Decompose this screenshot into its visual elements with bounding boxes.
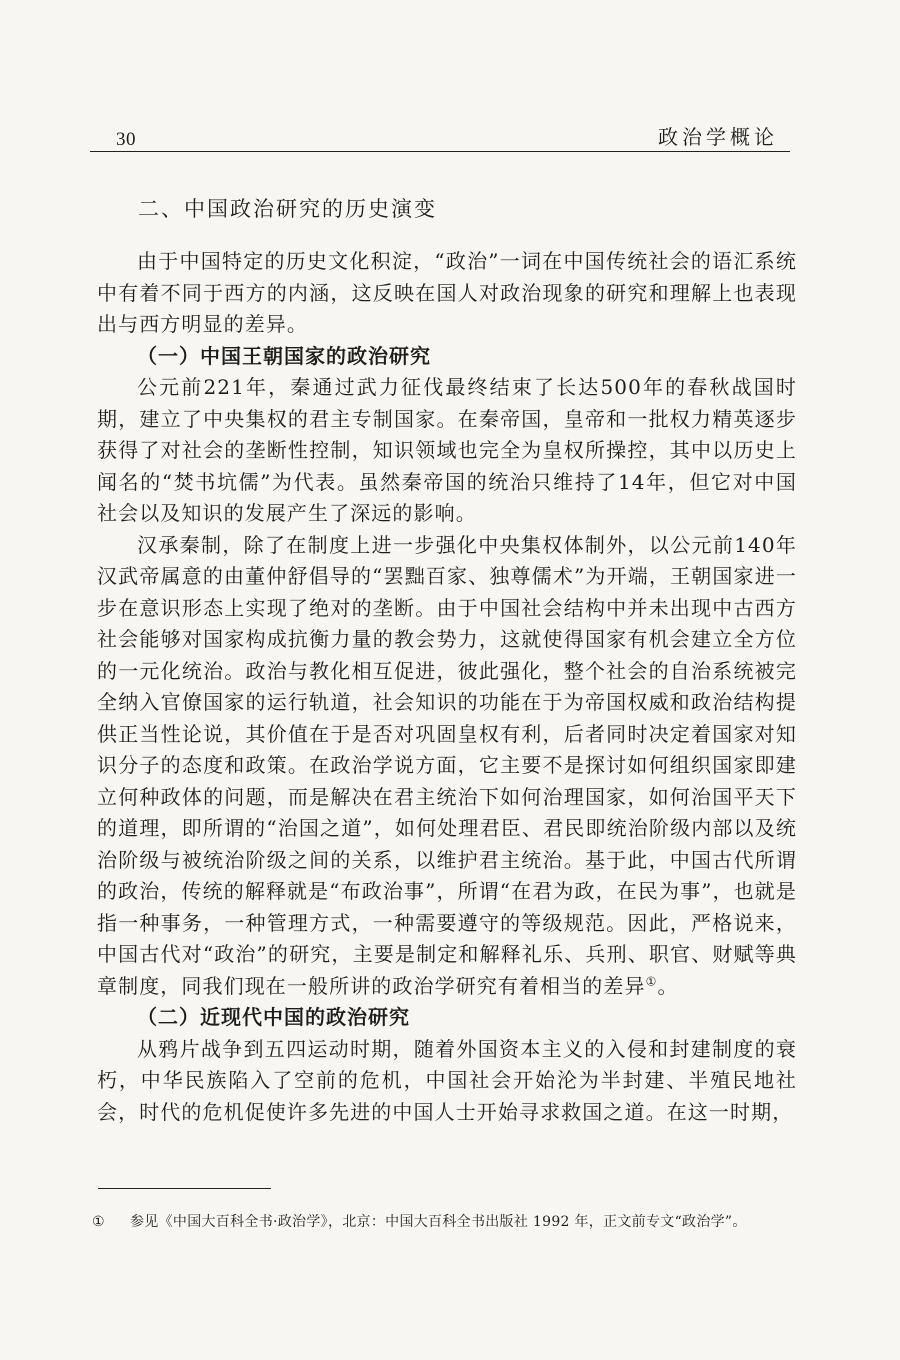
header-rule — [90, 151, 790, 152]
footnote-marker: ① — [92, 1214, 105, 1230]
body-paragraph: 从鸦片战争到五四运动时期，随着外国资本主义的入侵和封建制度的衰朽，中华民族陷入了空前的危机，中国社会开始沦为半封建、半殖民地社会，时代的危机促使许多先进的中国人士开始寻求救国之道。在这一时期， — [97, 1036, 797, 1124]
subsection-heading: （一）中国王朝国家的政治研究 — [137, 343, 431, 368]
footnote-reference: ① — [645, 973, 658, 988]
footnote-rule — [98, 1188, 271, 1189]
body-paragraph: 汉承秦制，除了在制度上进一步强化中央集权体制外，以公元前140年汉武帝属意的由董仲舒倡导的“罢黜百家、独尊儒术”为开端，王朝国家进一步在意识形态上实现了绝对的垄断。由于中国社会结构中并未出现中古西方社会能够对国家构成抗衡力量的教会势力，这就使得国家有机会建立全方位的一元化统治。政治与教化相互促进，彼此强化，整个社会的自治系统被完全纳入官僚国家的运行轨道，社会知识的功能在于为帝国权威和政治结构提供正当性论说，其价值在于是否对巩固皇权有利，后者同时决定着国家对知识分子的态度和政策。在政治学说方面，它主要不是探讨如何组织国家即建立何种政体的问题，而是解决在君主统治下如何治理国家，如何治国平天下的道理，即所谓的“治国之道”，如何处理君臣、君民即统治阶级内部以及统治阶级与被统治阶级之间的关系，以维护君主统治。基于此，中国古代所谓的政治，传统的解释就是“布政治事”，所谓“在君为政，在民为事”，也就是指一种事务，一种管理方式，一种需要遵守的等级规范。因此，严格说来，中国古代对“政治”的研究，主要是制定和解释礼乐、兵刑、职官、财赋等典章制度，同我们现在一般所讲的政治学研究有着相当的差异①。 — [97, 532, 797, 998]
running-title: 政治学概论 — [658, 125, 778, 149]
section-title: 二、中国政治研究的历史演变 — [138, 197, 437, 221]
footnote-text: 参见《中国大百科全书·政治学》，北京：中国大百科全书出版社 1992 年，正文前专文“政治学”。 — [130, 1214, 747, 1230]
subsection-heading: （二）近现代中国的政治研究 — [137, 1005, 410, 1029]
page-header — [90, 111, 790, 151]
body-paragraph-text: 汉承秦制，除了在制度上进一步强化中央集权体制外，以公元前140年汉武帝属意的由董仲舒倡导的“罢黜百家、独尊儒术”为开端，王朝国家进一步在意识形态上实现了绝对的垄断。由于中国社会结构中并未出现中古西方社会能够对国家构成抗衡力量的教会势力，这就使得国家有机会建立全方位的一元化统治。政治与教化相互促进，彼此强化，整个社会的自治系统被完全纳入官僚国家的运行轨道，社会知识的功能在于为帝国权威和政治结构提供正当性论说，其价值在于是否对巩固皇权有利，后者同时决定着国家对知识分子的态度和政策。在政治学说方面，它主要不是探讨如何组织国家即建立何种政体的问题，而是解决在君主统治下如何治理国家，如何治国平天下的道理，即所谓的“治国之道”，如何处理君臣、君民即统治阶级内部以及统治阶级与被统治阶级之间的关系，以维护君主统治。基于此，中国古代所谓的政治，传统的解释就是“布政治事”，所谓“在君为政，在民为事”，也就是指一种事务，一种管理方式，一种需要遵守的等级规范。因此，严格说来，中国古代对“政治”的研究，主要是制定和解释礼乐、兵刑、职官、财赋等典章制度，同我们现在一般所讲的政治学研究有着相当的差异 — [97, 532, 797, 998]
body-paragraph: 公元前221年，秦通过武力征伐最终结束了长达500年的春秋战国时期，建立了中央集权的君主专制国家。在秦帝国，皇帝和一批权力精英逐步获得了对社会的垄断性控制，知识领域也完全为皇权所操控，其中以历史上闻名的“焚书坑儒”为代表。虽然秦帝国的统治只维持了14年，但它对中国社会以及知识的发展产生了深远的影响。 — [97, 375, 797, 525]
intro-paragraph: 由于中国特定的历史文化积淀，“政治”一词在中国传统社会的语汇系统中有着不同于西方的内涵，这反映在国人对政治现象的研究和理解上也表现出与西方明显的差异。 — [97, 249, 797, 336]
footnote — [92, 1212, 802, 1232]
page-number: 30 — [116, 129, 136, 150]
page-content — [97, 194, 797, 1128]
